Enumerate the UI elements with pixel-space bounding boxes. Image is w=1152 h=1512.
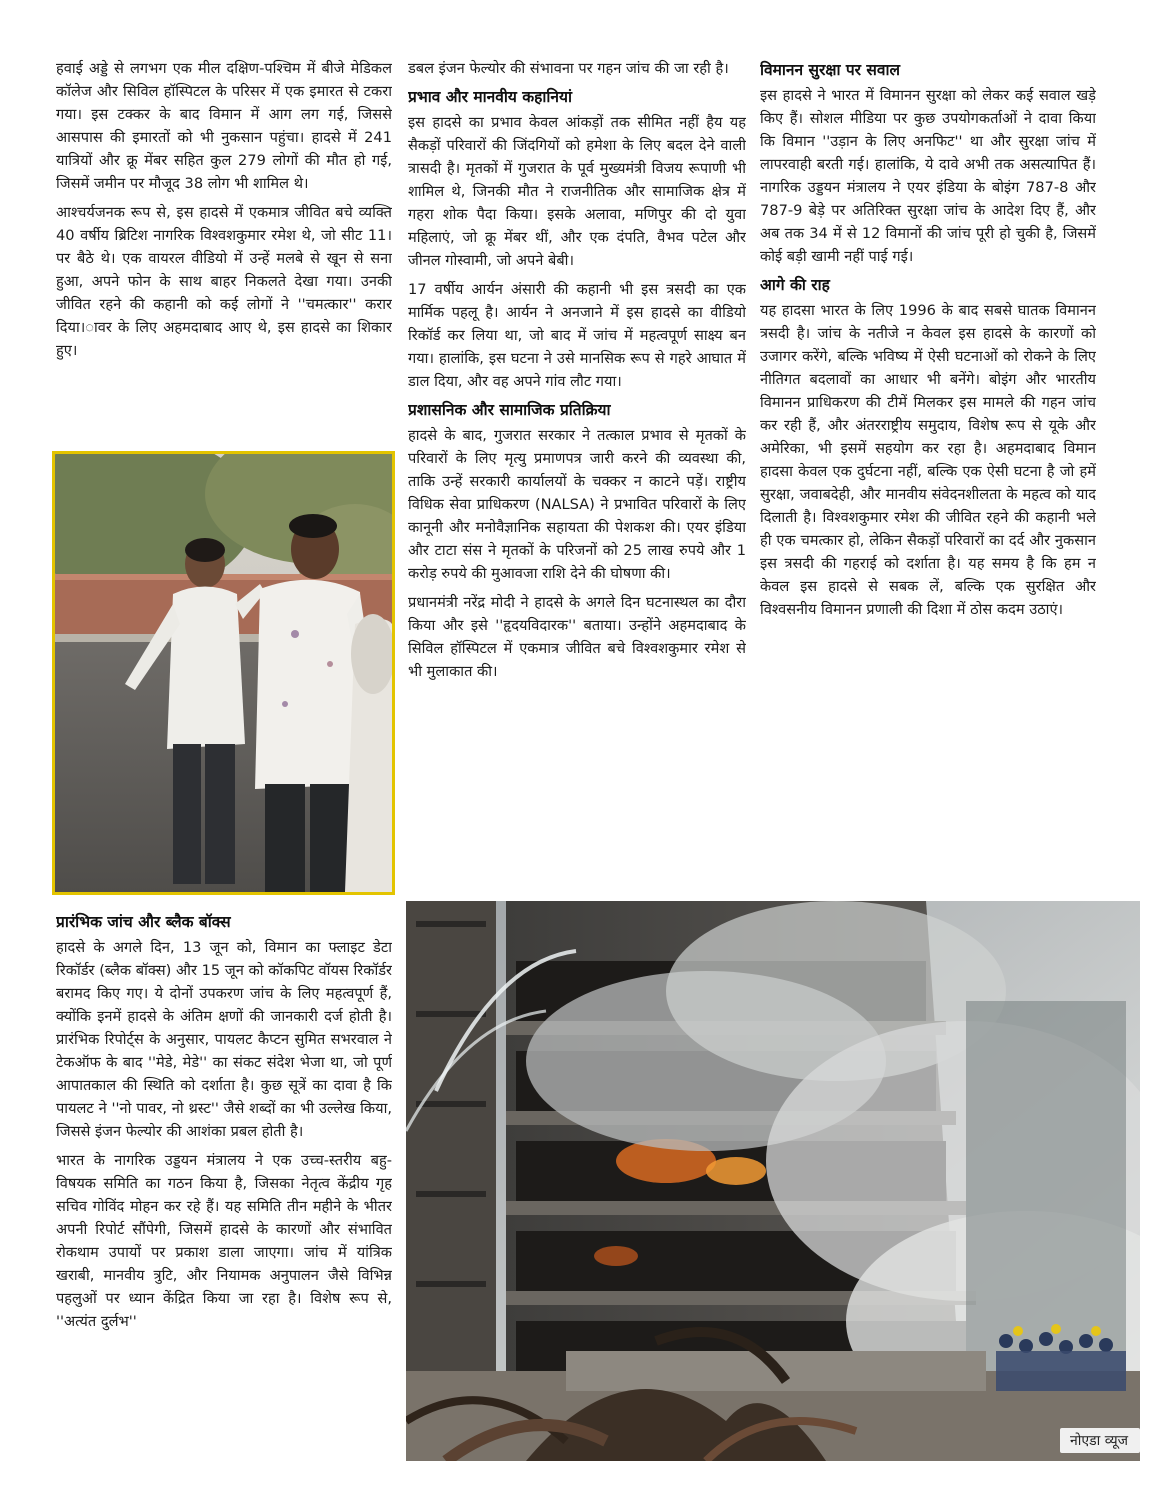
paragraph: इस हादसे का प्रभाव केवल आंकड़ों तक सीमित नहीं हैय यह सैकड़ों परिवारों की जिंदगियों को हमेशा के लिए बदल देने वाली त्रासदी है। मृतकों में गुजरात के पूर्व मुख्यमंत्री विजय रूपाणी भी शामिल थे, जिनकी मौत ने राजनीतिक और सामाजिक क्षेत्र में गहरा शोक पैदा किया। इसके अलावा, मणिपुर की दो युवा महिलाएं, जो क्रू मेंबर थीं, और एक दंपति, वैभव पटेल और जीनल गोस्वामी, जो अपने बेबी। (408, 114, 746, 269)
column-bottom-left (56, 909, 392, 1457)
paragraph: डबल इंजन फेल्योर की संभावना पर गहन जांच की जा रही है। (408, 60, 729, 77)
survivor-photo-illustration (55, 454, 392, 892)
paragraph: हादसे के अगले दिन, 13 जून को, विमान का फ्लाइट डेटा रिकॉर्डर (ब्लैक बॉक्स) और 15 जून को कॉकपिट वॉयस रिकॉर्डर बरामद किए गए। ये दोनों उपकरण जांच के लिए महत्वपूर्ण हैं, क्योंकि इनमें हादसे के अंतिम क्षणों की जानकारी दर्ज होती है। प्रारंभिक रिपोर्ट्स के अनुसार, पायलट कैप्टन सुमित सभरवाल ने टेकऑफ के बाद ''मेडे, मेडे'' का संकट संदेश भेजा था, जो पूर्ण आपातकाल की स्थिति को दर्शाता है। कुछ सूत्रें का दावा है कि पायलट ने ''नो पावर, नो थ्रस्ट'' जैसे शब्दों का भी उल्लेख किया, जिससे इंजन फेल्योर की आशंका प्रबल होती है। (56, 939, 392, 1140)
section-heading: विमानन सुरक्षा पर सवाल (760, 61, 901, 79)
photo-credit: नोएडा व्यूज (1060, 1428, 1140, 1453)
section-heading: प्रारंभिक जांच और ब्लैक बॉक्स (56, 913, 231, 931)
paragraph: आश्चर्यजनक रूप से, इस हादसे में एकमात्र जीवित बचे व्यक्ति 40 वर्षीय ब्रिटिश नागरिक विश्वशकुमार रमेश थे, जो सीट 11। पर बैठे थे। एक वायरल वीडियो में उन्हें मलबे से खून से सना हुआ, अपने फोन के साथ बाहर निकलते देखा गया। उनकी जीवित रहने की कहानी को कई लोगों ने ''चमत्कार'' करार दिया।ावर के लिए अहमदाबाद आए थे, इस हादसे का शिकार हुए। (56, 204, 392, 359)
paragraph: इस हादसे ने भारत में विमानन सुरक्षा को लेकर कई सवाल खड़े किए हैं। सोशल मीडिया पर कुछ उपयोगकर्ताओं ने दावा किया कि विमान ''उड़ान के लिए अनफिट'' था और सुरक्षा जांच में लापरवाही बरती गई। हालांकि, ये दावे अभी तक असत्यापित हैं। नागरिक उड्डयन मंत्रालय ने एयर इंडिया के बोइंग 787-8 और 787-9 बेड़े पर अतिरिक्त सुरक्षा जांच के आदेश दिए हैं, और अब तक 34 में से 12 विमानों की जांच पूरी हो चुकी है, जिसमें कोई बड़ी खामी नहीं पाई गई। (760, 87, 1096, 265)
paragraph: प्रधानमंत्री नरेंद्र मोदी ने हादसे के अगले दिन घटनास्थल का दौरा किया और इसे ''हृदयविदारक'' बताया। उन्होंने अहमदाबाद के सिविल हॉस्पिटल में एकमात्र जीवित बचे विश्वशकुमार रमेश से भी मुलाकात की। (408, 594, 746, 680)
paragraph: हादसे के बाद, गुजरात सरकार ने तत्काल प्रभाव से मृतकों के परिवारों के लिए मृत्यु प्रमाणपत्र जारी करने की व्यवस्था की, ताकि उन्हें सरकारी कार्यालयों के चक्कर न काटने पड़ें। राष्ट्रीय विधिक सेवा प्राधिकरण (NALSA) ने प्रभावित परिवारों के लिए कानूनी और मनोवैज्ञानिक सहायता की पेशकश की। एयर इंडिया और टाटा संस ने मृतकों के परिजनों को 25 लाख रुपये और 1 करोड़ रुपये की मुआवजा राशि देने की घोषणा की। (408, 427, 746, 582)
paragraph: हवाई अड्डे से लगभग एक मील दक्षिण-पश्चिम में बीजे मेडिकल कॉलेज और सिविल हॉस्पिटल के परिसर में एक इमारत से टकरा गया। इस टक्कर के बाद विमान में आग लग गई, जिससे आसपास की इमारतों को भी नुकसान पहुंचा। हादसे में 241 यात्रियों और क्रू मेंबर सहित कुल 279 लोगों की मौत हो गई, जिसमें जमीन पर मौजूद 38 लोग भी शामिल थे। (56, 60, 392, 192)
section-heading: आगे की राह (760, 276, 830, 294)
column-left (56, 57, 392, 447)
section-heading: प्रभाव और मानवीय कहानियां (408, 88, 573, 106)
column-middle (408, 57, 746, 875)
building-fire-illustration (406, 901, 1140, 1461)
paragraph: भारत के नागरिक उड्डयन मंत्रालय ने एक उच्च-स्तरीय बहु-विषयक समिति का गठन किया है, जिसका नेतृत्व केंद्रीय गृह सचिव गोविंद मोहन कर रहे हैं। यह समिति तीन महीने के भीतर अपनी रिपोर्ट सौंपेगी, जिसमें हादसे के कारणों और संभावित रोकथाम उपायों पर प्रकाश डाला जाएगा। जांच में यांत्रिक खराबी, मानवीय त्रुटि, और नियामक अनुपालन जैसे विभिन्न पहलुओं पर ध्यान केंद्रित किया जा रहा है। विशेष रूप से, ''अत्यंत दुर्लभ'' (56, 1152, 392, 1330)
column-right (760, 57, 1096, 847)
section-heading: प्रशासनिक और सामाजिक प्रतिक्रिया (408, 401, 611, 419)
paragraph: यह हादसा भारत के लिए 1996 के बाद सबसे घातक विमानन त्रसदी है। जांच के नतीजे न केवल इस हादसे के कारणों को उजागर करेंगे, बल्कि भविष्य में ऐसी घटनाओं को रोकने के लिए नीतिगत बदलावों का आधार भी बनेंगे। बोइंग और भारतीय विमानन प्राधिकरण की टीमें मिलकर इस मामले की गहन जांच कर रही हैं, और अंतरराष्ट्रीय समुदाय, विशेष रूप से यूके और अमेरिका, भी इसमें सहयोग कर रहा है। अहमदाबाद विमान हादसा केवल एक दुर्घटना नहीं, बल्कि एक ऐसी घटना है जो हमें सुरक्षा, जवाबदेही, और मानवीय संवेदनशीलता के महत्व को याद दिलाती है। विश्वशकुमार रमेश की जीवित रहने की कहानी भले ही एक चमत्कार हो, लेकिन सैकड़ों परिवारों का दर्द और नुकसान इस त्रसदी की गहराई को दर्शाता है। यह समय है कि हम न केवल इस हादसे से सबक लें, बल्कि एक सुरक्षित और विश्वसनीय विमानन प्रणाली की दिशा में ठोस कदम उठाएं। (760, 302, 1096, 618)
building-fire-photo (406, 901, 1140, 1461)
survivor-photo (52, 451, 395, 895)
paragraph: 17 वर्षीय आर्यन अंसारी की कहानी भी इस त्रसदी का एक मार्मिक पहलू है। आर्यन ने अनजाने में इस हादसे का वीडियो रिकॉर्ड कर लिया था, जो बाद में जांच में महत्वपूर्ण साक्ष्य बन गया। हालांकि, इस घटना ने उसे मानसिक रूप से गहरे आघात में डाल दिया, और वह अपने गांव लौट गया। (408, 281, 746, 390)
